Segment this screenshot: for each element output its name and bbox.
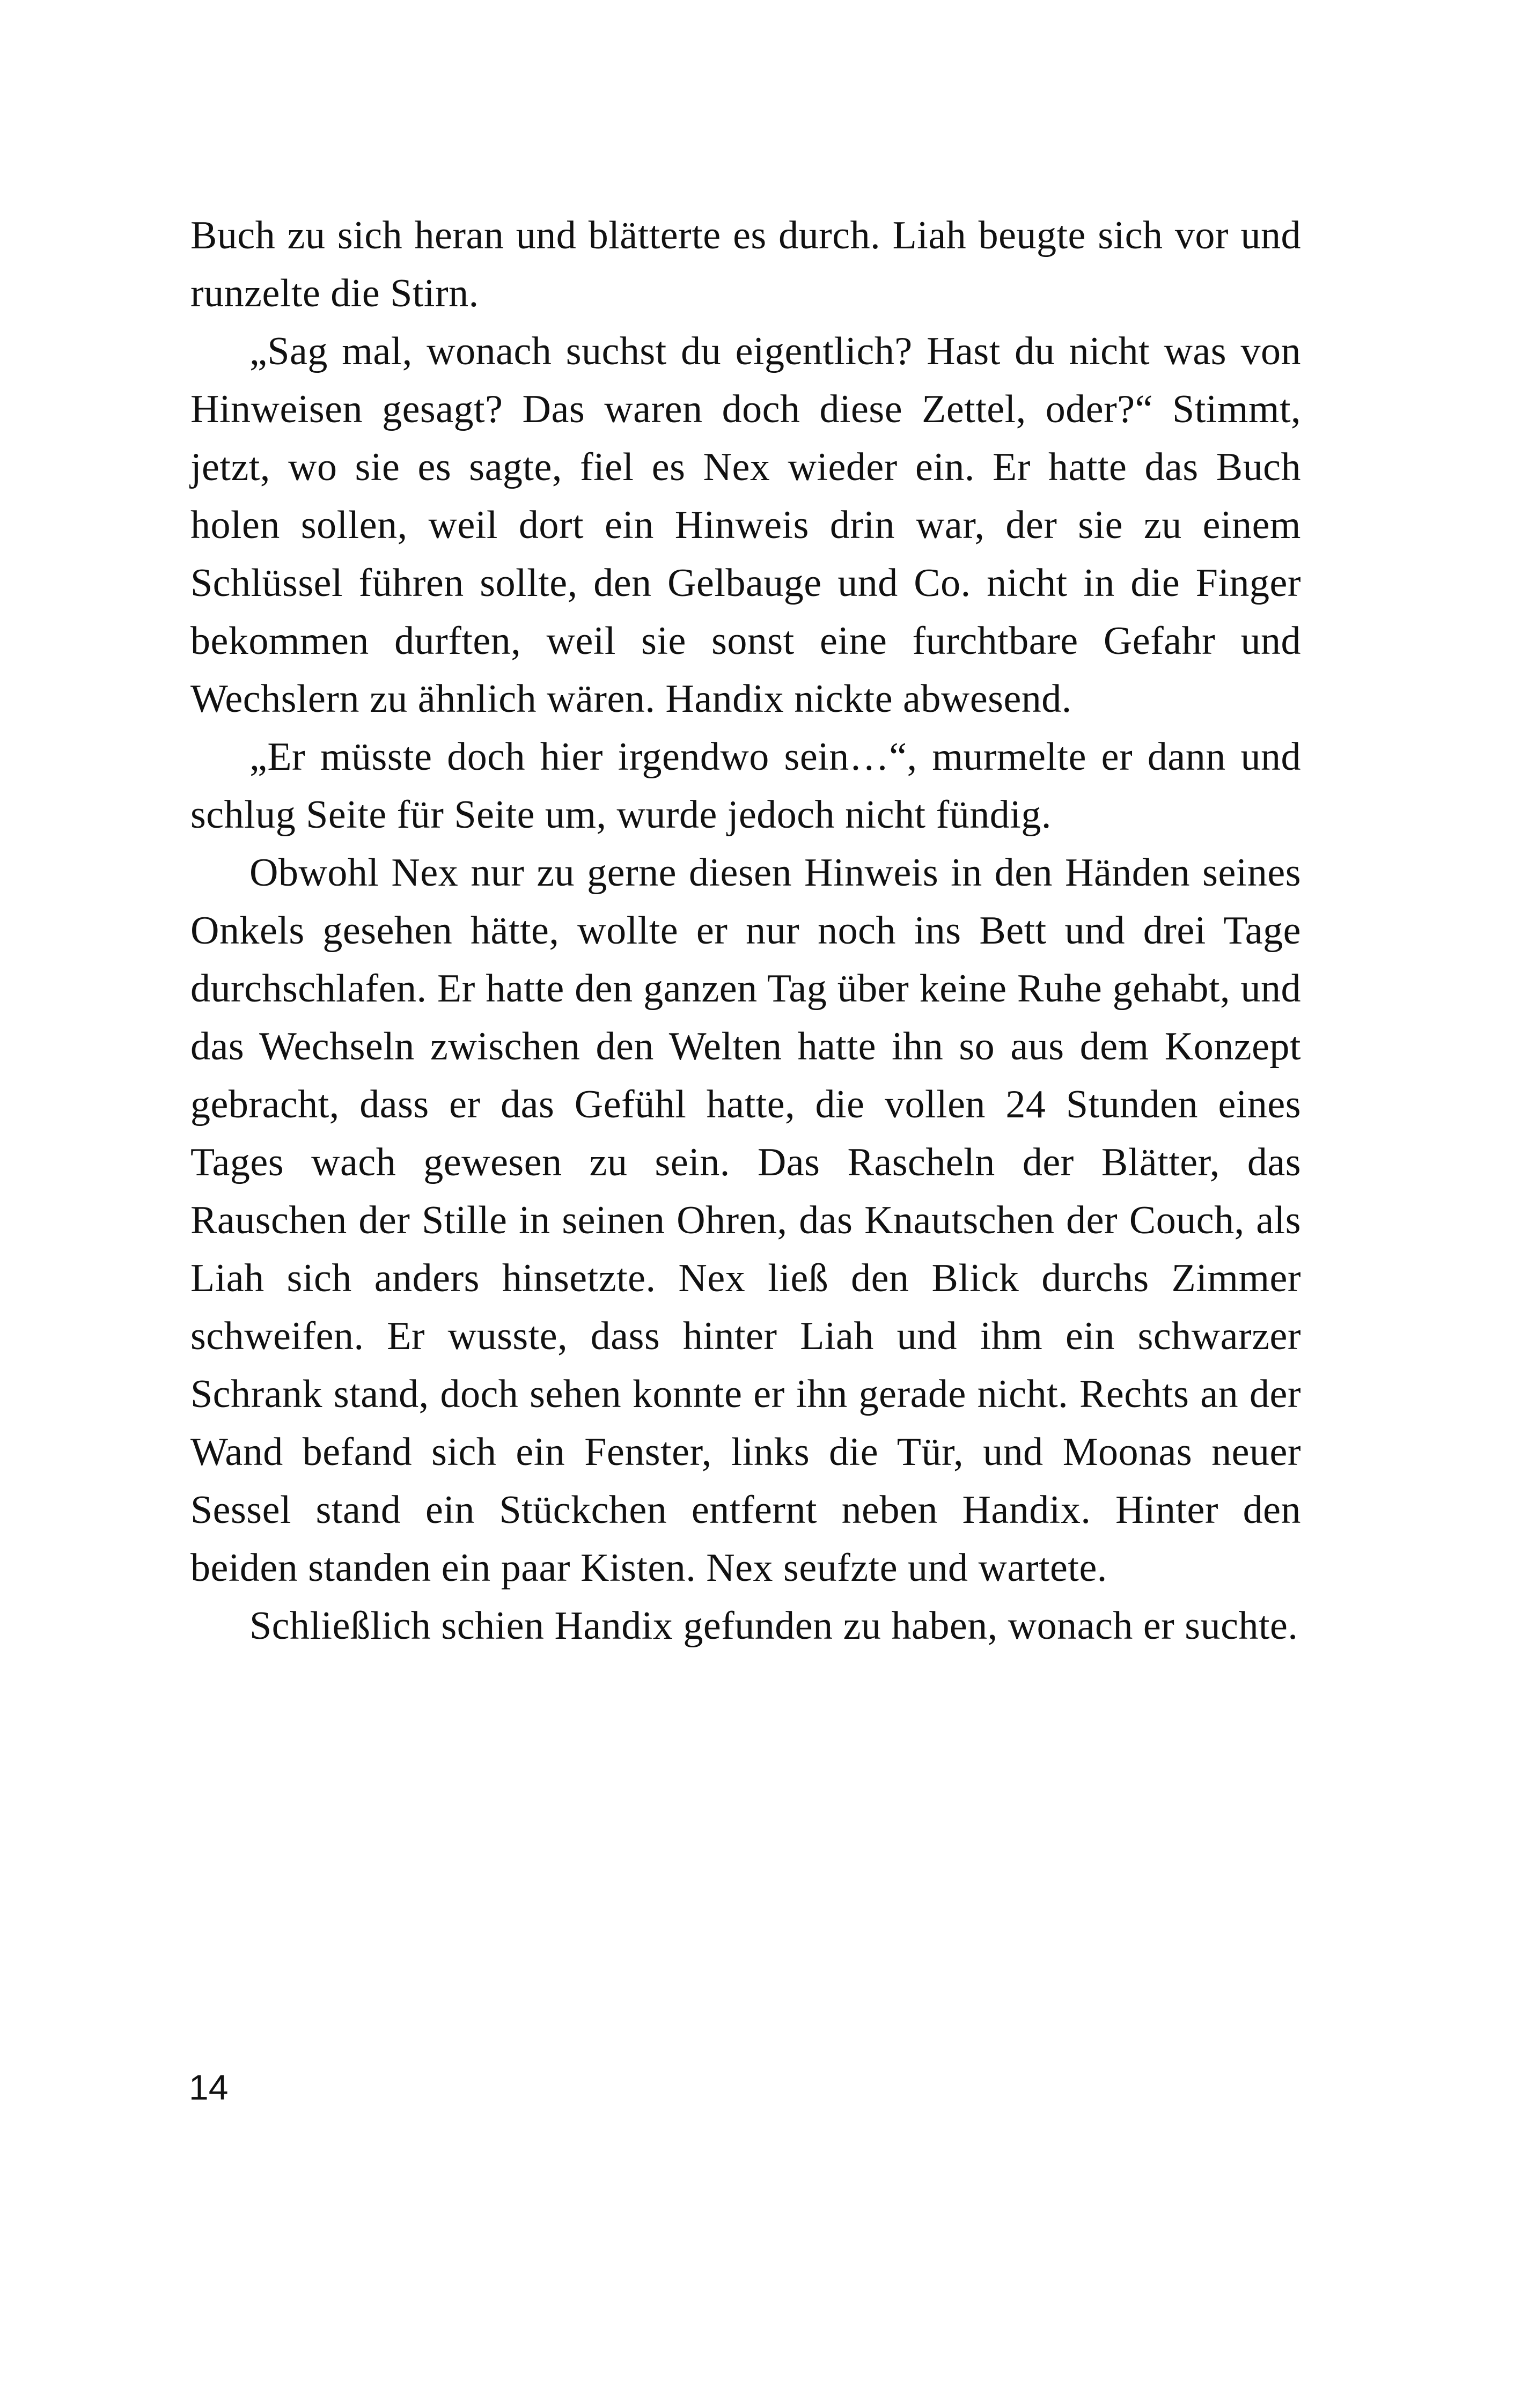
body-text [190, 207, 1301, 1655]
paragraph: Obwohl Nex nur zu gerne diesen Hinweis in den Händen seines Onkels gesehen hätte, wollte er nur noch ins Bett und drei Tage durchschlafen. Er hatte den ganzen Tag über keine Ruhe gehabt, und das Wechseln zwischen den Welten hatte ihn so aus dem Konzept gebracht, dass er das Gefühl hatte, die vollen 24 Stunden eines Tages wach gewesen zu sein. Das Rascheln der Blätter, das Rauschen der Stille in seinen Ohren, das Knautschen der Couch, als Liah sich anders hinsetzte. Nex ließ den Blick durchs Zimmer schweifen. Er wusste, dass hinter Liah und ihm ein schwarzer Schrank stand, doch sehen konnte er ihn gerade nicht. Rechts an der Wand befand sich ein Fenster, links die Tür, und Moonas neuer Sessel stand ein Stückchen entfernt neben Handix. Hinter den beiden standen ein paar Kisten. Nex seufzte und wartete. [190, 851, 1301, 1590]
paragraph: „Sag mal, wonach suchst du eigentlich? Hast du nicht was von Hinweisen gesagt? Das waren doch diese Zettel, oder?“ Stimmt, jetzt, wo sie es sagte, fiel es Nex wieder ein. Er hatte das Buch holen sollen, weil dort ein Hinweis drin war, der sie zu einem Schlüssel führen sollte, den Gelbauge und Co. nicht in die Finger bekommen durften, weil sie sonst eine furchtbare Gefahr und Wechslern zu ähnlich wären. Handix nickte abwesend. [190, 329, 1301, 721]
page-number: 14 [189, 2067, 229, 2107]
paragraph: Buch zu sich heran und blätterte es durch. Liah beugte sich vor und runzelte die Stirn. [190, 213, 1301, 315]
paragraph: Schließlich schien Handix gefunden zu haben, wonach er suchte. [249, 1604, 1298, 1648]
paragraph: „Er müsste doch hier irgendwo sein…“, murmelte er dann und schlug Seite für Seite um, wurde jedoch nicht fündig. [190, 735, 1301, 837]
